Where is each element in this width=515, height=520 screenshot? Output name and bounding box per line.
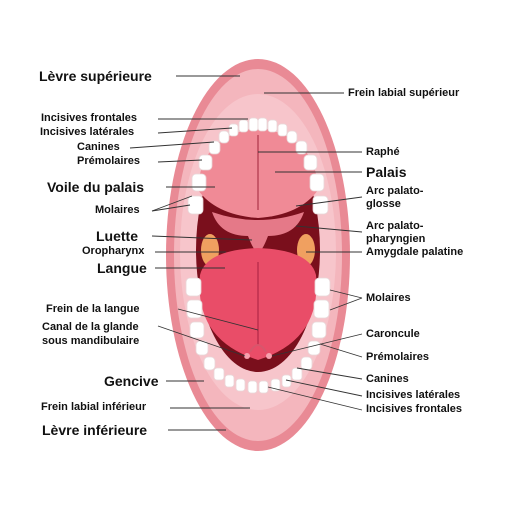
label-langue: Langue: [97, 260, 147, 276]
label-canines-left: Canines: [77, 141, 120, 153]
label-arc-palato-glosse-line1: Arc palato-: [366, 185, 424, 197]
label-luette: Luette: [96, 228, 138, 244]
caruncle-right: [266, 353, 272, 359]
label-frein-de-la-langue: Frein de la langue: [46, 303, 140, 315]
label-levre-inferieure: Lèvre inférieure: [42, 422, 148, 438]
label-premolaires-right: Prémolaires: [366, 351, 429, 363]
label-palais: Palais: [366, 164, 407, 180]
label-oropharynx: Oropharynx: [82, 245, 145, 257]
label-arc-palato-pharyngien-line2: pharyngien: [366, 233, 426, 245]
label-incisives-frontales-right: Incisives frontales: [366, 403, 462, 415]
label-incisives-laterales-left: Incisives latérales: [40, 126, 135, 138]
label-amygdale-palatine: Amygdale palatine: [366, 246, 464, 258]
label-arc-palato-glosse-line2: glosse: [366, 198, 401, 210]
label-molaires-left: Molaires: [95, 204, 140, 216]
label-raphe: Raphé: [366, 146, 400, 158]
label-canal-glande-line1: Canal de la glande: [42, 321, 139, 333]
label-frein-labial-superieur: Frein labial supérieur: [348, 87, 460, 99]
label-voile-du-palais: Voile du palais: [47, 179, 144, 195]
label-premolaires-left: Prémolaires: [77, 155, 140, 167]
label-incisives-laterales-right: Incisives latérales: [366, 389, 461, 401]
label-gencive: Gencive: [104, 373, 159, 389]
label-canines-right: Canines: [366, 373, 409, 385]
label-levre-superieure: Lèvre supérieure: [39, 68, 152, 84]
label-frein-labial-inferieur: Frein labial inférieur: [41, 401, 147, 413]
label-molaires-right: Molaires: [366, 292, 411, 304]
label-caroncule: Caroncule: [366, 328, 420, 340]
label-canal-glande-line2: sous mandibulaire: [42, 335, 140, 347]
label-arc-palato-pharyngien-line1: Arc palato-: [366, 220, 424, 232]
label-incisives-frontales-left: Incisives frontales: [41, 112, 137, 124]
